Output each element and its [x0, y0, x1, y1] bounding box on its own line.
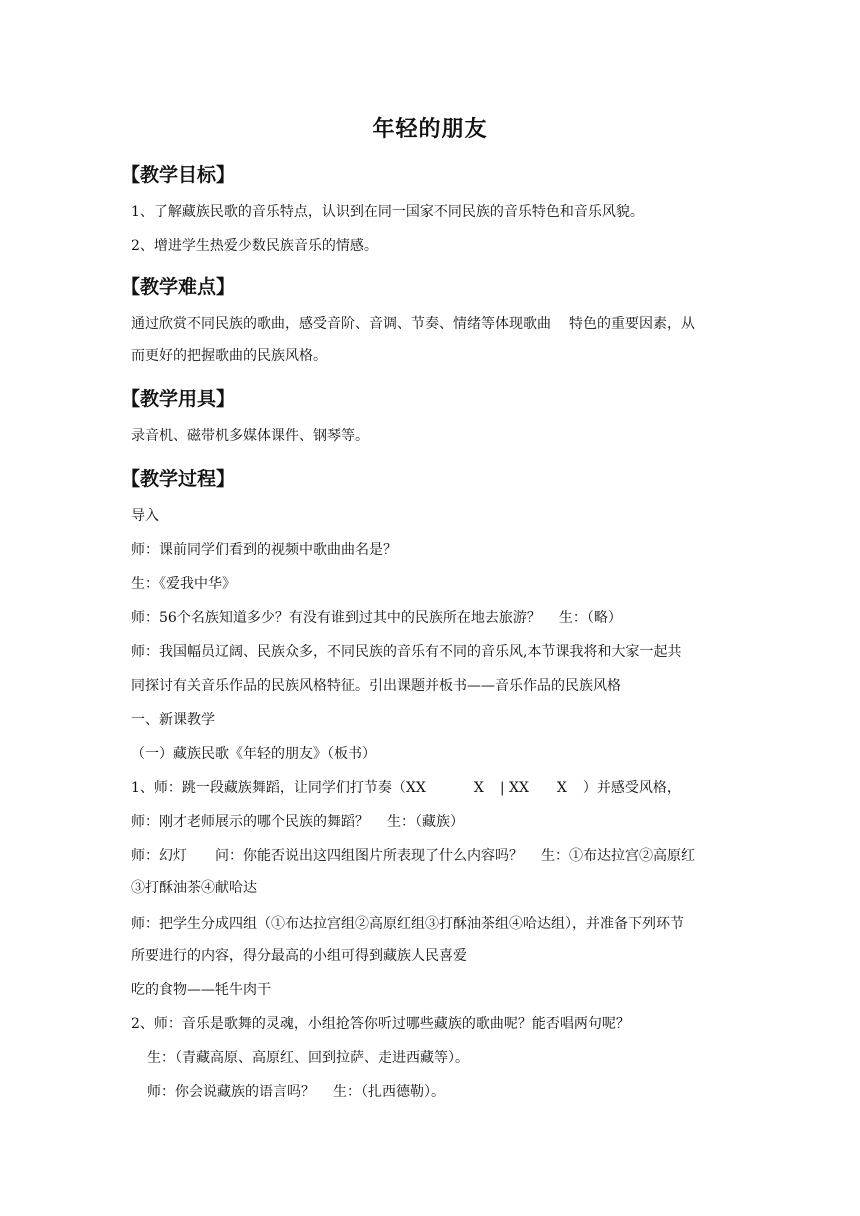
- teacher-question: 师：刚才老师展示的哪个民族的舞蹈？: [131, 814, 369, 830]
- difficulty-line-2: 而更好的把握歌曲的民族风格。: [131, 348, 327, 364]
- goal-line-2: 2、增进学生热爱少数民族音乐的情感。: [131, 238, 378, 254]
- rhythm-tail: ）并感受风格，: [582, 780, 681, 796]
- process-line: 师：课前同学们看到的视频中歌曲曲名是？: [131, 542, 397, 558]
- difficulty-text-a: 通过欣赏不同民族的歌曲，感受音阶、音调、节奏、情绪等体现歌曲: [131, 316, 551, 332]
- rhythm-x-2: X: [556, 780, 567, 796]
- student-answer: 生：①布达拉宫②高原红: [541, 848, 695, 864]
- heading-teaching-difficulty: 【教学难点】: [121, 276, 236, 298]
- teacher-slide: 师：幻灯: [131, 848, 187, 864]
- student-answer: 生：（略）: [558, 610, 622, 626]
- process-line: 一、新课教学: [131, 712, 215, 728]
- document-title: 年轻的朋友: [372, 117, 488, 142]
- tools-line: 录音机、磁带机多媒体课件、钢琴等。: [131, 428, 369, 444]
- process-line: 生：（青藏高原、高原红、回到拉萨、走进西藏等）。: [147, 1050, 469, 1066]
- teacher-question: 师：56个名族知道多少？有没有谁到过其中的民族所在地去旅游？: [131, 610, 541, 626]
- process-line: [131, 846, 731, 866]
- teacher-question: 师：你会说藏族的语言吗？: [147, 1084, 315, 1100]
- process-line: 师：把学生分成四组（①布达拉宫组②高原红组③打酥油茶组④哈达组），并准备下列环节: [131, 916, 684, 932]
- process-line: [131, 778, 731, 798]
- rhythm-x-1: X: [473, 780, 484, 796]
- teacher-question: 问：你能否说出这四组图片所表现了什么内容吗？: [215, 848, 523, 864]
- process-line: [147, 1082, 747, 1102]
- rhythm-lead: 1、师：跳一段藏族舞蹈，让同学们打节奏（XX: [131, 780, 426, 796]
- rhythm-bar: | XX: [499, 780, 529, 796]
- difficulty-text-b: 特色的重要因素，从: [569, 316, 695, 332]
- process-line: 吃的食物——牦牛肉干: [131, 982, 271, 998]
- process-line: （一）藏族民歌《年轻的朋友》（板书）: [131, 746, 376, 762]
- process-line: 生：《爱我中华》: [131, 576, 236, 592]
- process-line: [131, 608, 731, 628]
- process-line: 导入: [131, 508, 159, 524]
- process-line: 同探讨有关音乐作品的民族风格特征。引出课题并板书——音乐作品的民族风格: [131, 678, 621, 694]
- goal-line-1: 1、了解藏族民歌的音乐特点，认识到在同一国家不同民族的音乐特色和音乐风貌。: [131, 204, 644, 220]
- heading-teaching-tools: 【教学用具】: [121, 388, 236, 410]
- process-line: 所要进行的内容，得分最高的小组可得到藏族人民喜爱: [131, 948, 467, 964]
- process-line: 2、师：音乐是歌舞的灵魂，小组抢答你听过哪些藏族的歌曲呢？能否唱两句呢？: [131, 1016, 630, 1032]
- heading-teaching-goals: 【教学目标】: [121, 164, 236, 186]
- process-line: ③打酥油茶④献哈达: [131, 880, 257, 896]
- process-line: 师：我国幅员辽阔、民族众多，不同民族的音乐有不同的音乐风,本节课我将和大家一起共: [131, 644, 682, 660]
- difficulty-line-1: [131, 314, 731, 334]
- student-answer: 生：（藏族）: [387, 814, 464, 830]
- process-line: [131, 812, 731, 832]
- heading-teaching-process: 【教学过程】: [121, 468, 236, 490]
- student-answer: 生：（扎西德勒）。: [333, 1084, 445, 1100]
